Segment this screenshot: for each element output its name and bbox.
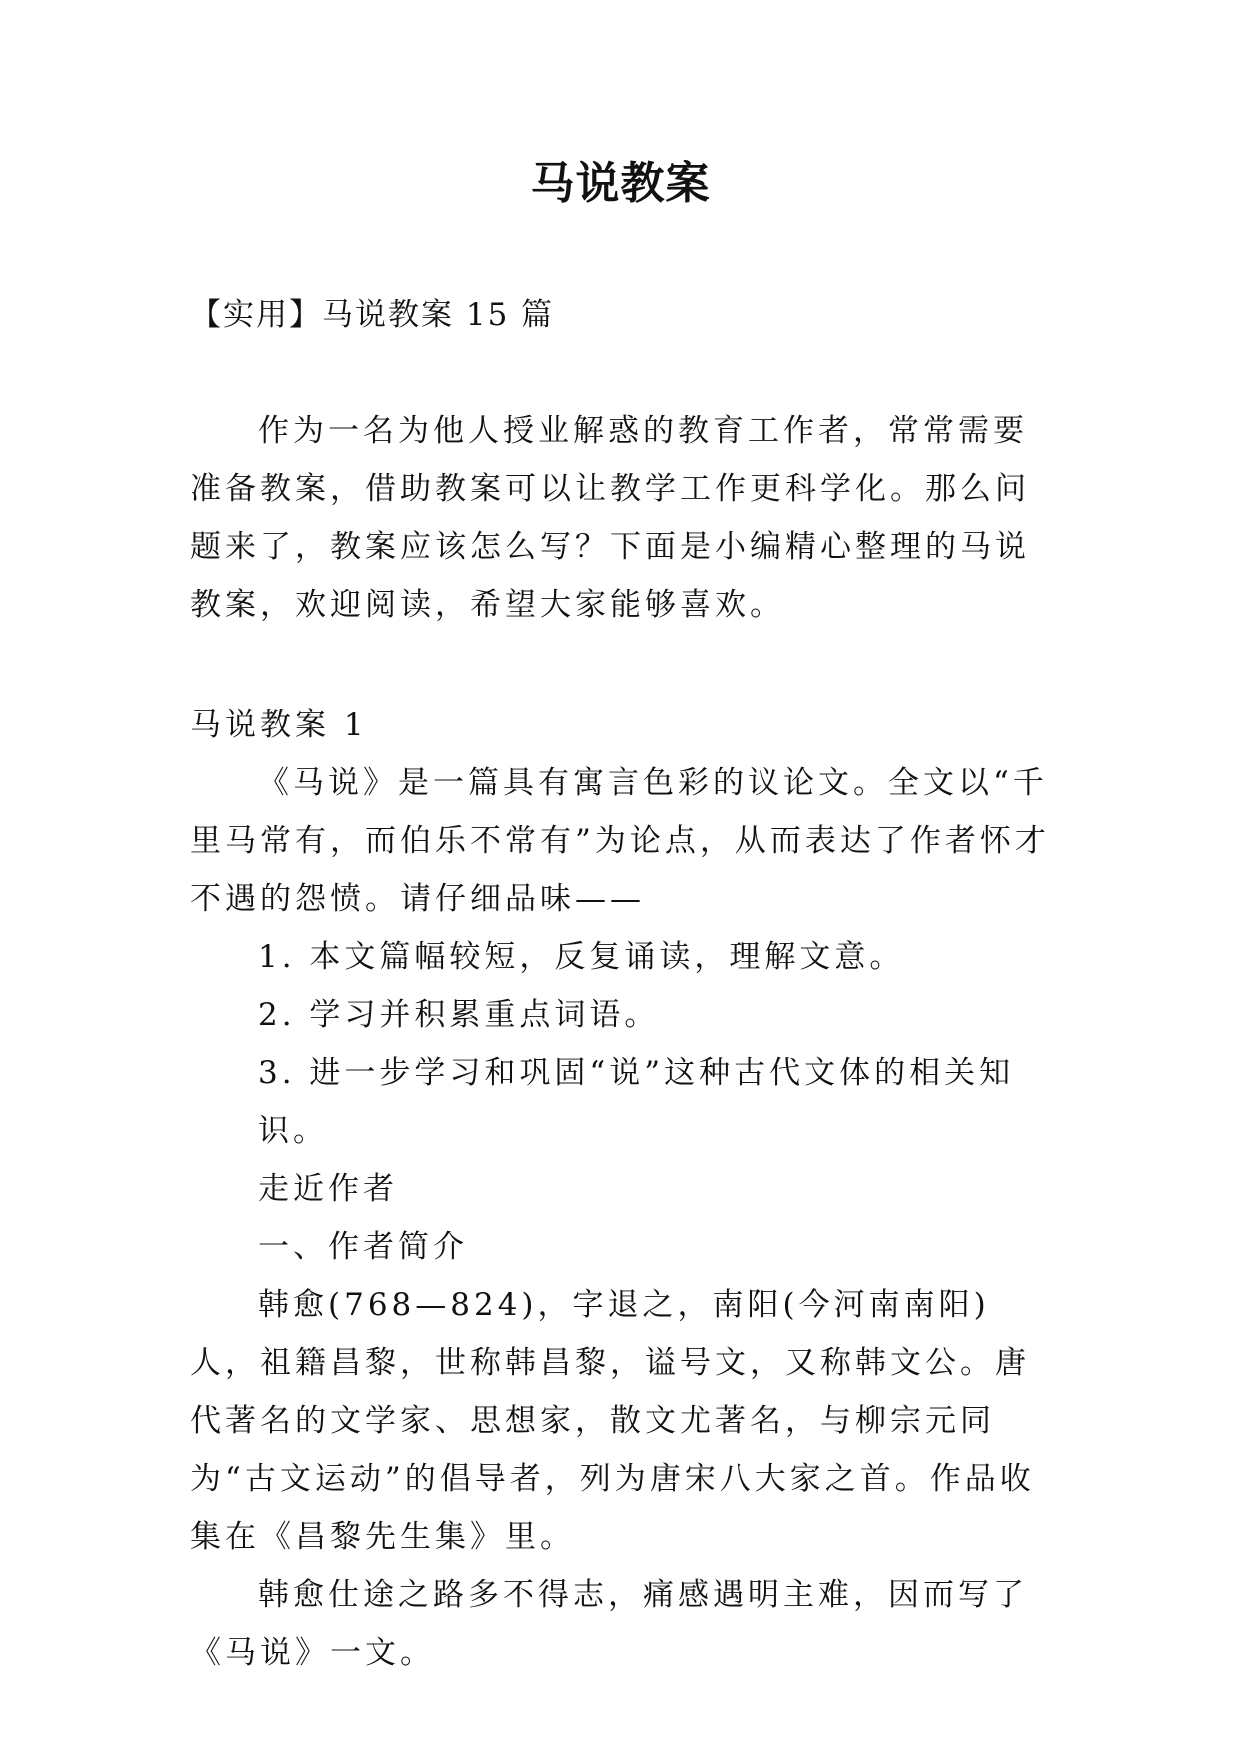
lesson-plan-1-section [190,696,1058,1682]
goal-item-2: 2. 学习并积累重点词语。 [258,997,660,1033]
author-bio-paragraph: 韩愈(768—824)，字退之，南阳(今河南南阳)人，祖籍昌黎，世称韩昌黎，谥号文，又称韩文公。唐代著名的文学家、思想家，散文尤著名，与柳宗元同为“古文运动”的倡导者，列为唐宋八大家之首。作品收集在《昌黎先生集》里。 [190,1287,1035,1555]
author-note-paragraph: 韩愈仕途之路多不得志，痛感遇明主难，因而写了《马说》一文。 [190,1577,1028,1671]
author-subheading: 一、作者简介 [258,1229,468,1265]
author-heading: 走近作者 [258,1171,398,1207]
section-paragraph: 《马说》是一篇具有寓言色彩的议论文。全文以“千里马常有，而伯乐不常有”为论点，从而表达了作者怀才不遇的怨愤。请仔细品味—— [190,765,1050,917]
document-title: 马说教案 [530,158,711,209]
section-heading: 马说教案 1 [190,707,368,743]
goal-item-3: 3. 进一步学习和巩固“说”这种古代文体的相关知识。 [258,1055,1015,1149]
document-subtitle: 【实用】马说教案 15 篇 [190,297,555,333]
goal-item-1: 1. 本文篇幅较短，反复诵读，理解文意。 [258,939,905,975]
intro-section [190,402,1058,634]
intro-paragraph: 作为一名为他人授业解惑的教育工作者，常常需要准备教案，借助教案可以让教学工作更科学化。那么问题来了，教案应该怎么写？下面是小编精心整理的马说教案，欢迎阅读，希望大家能够喜欢。 [190,413,1030,623]
